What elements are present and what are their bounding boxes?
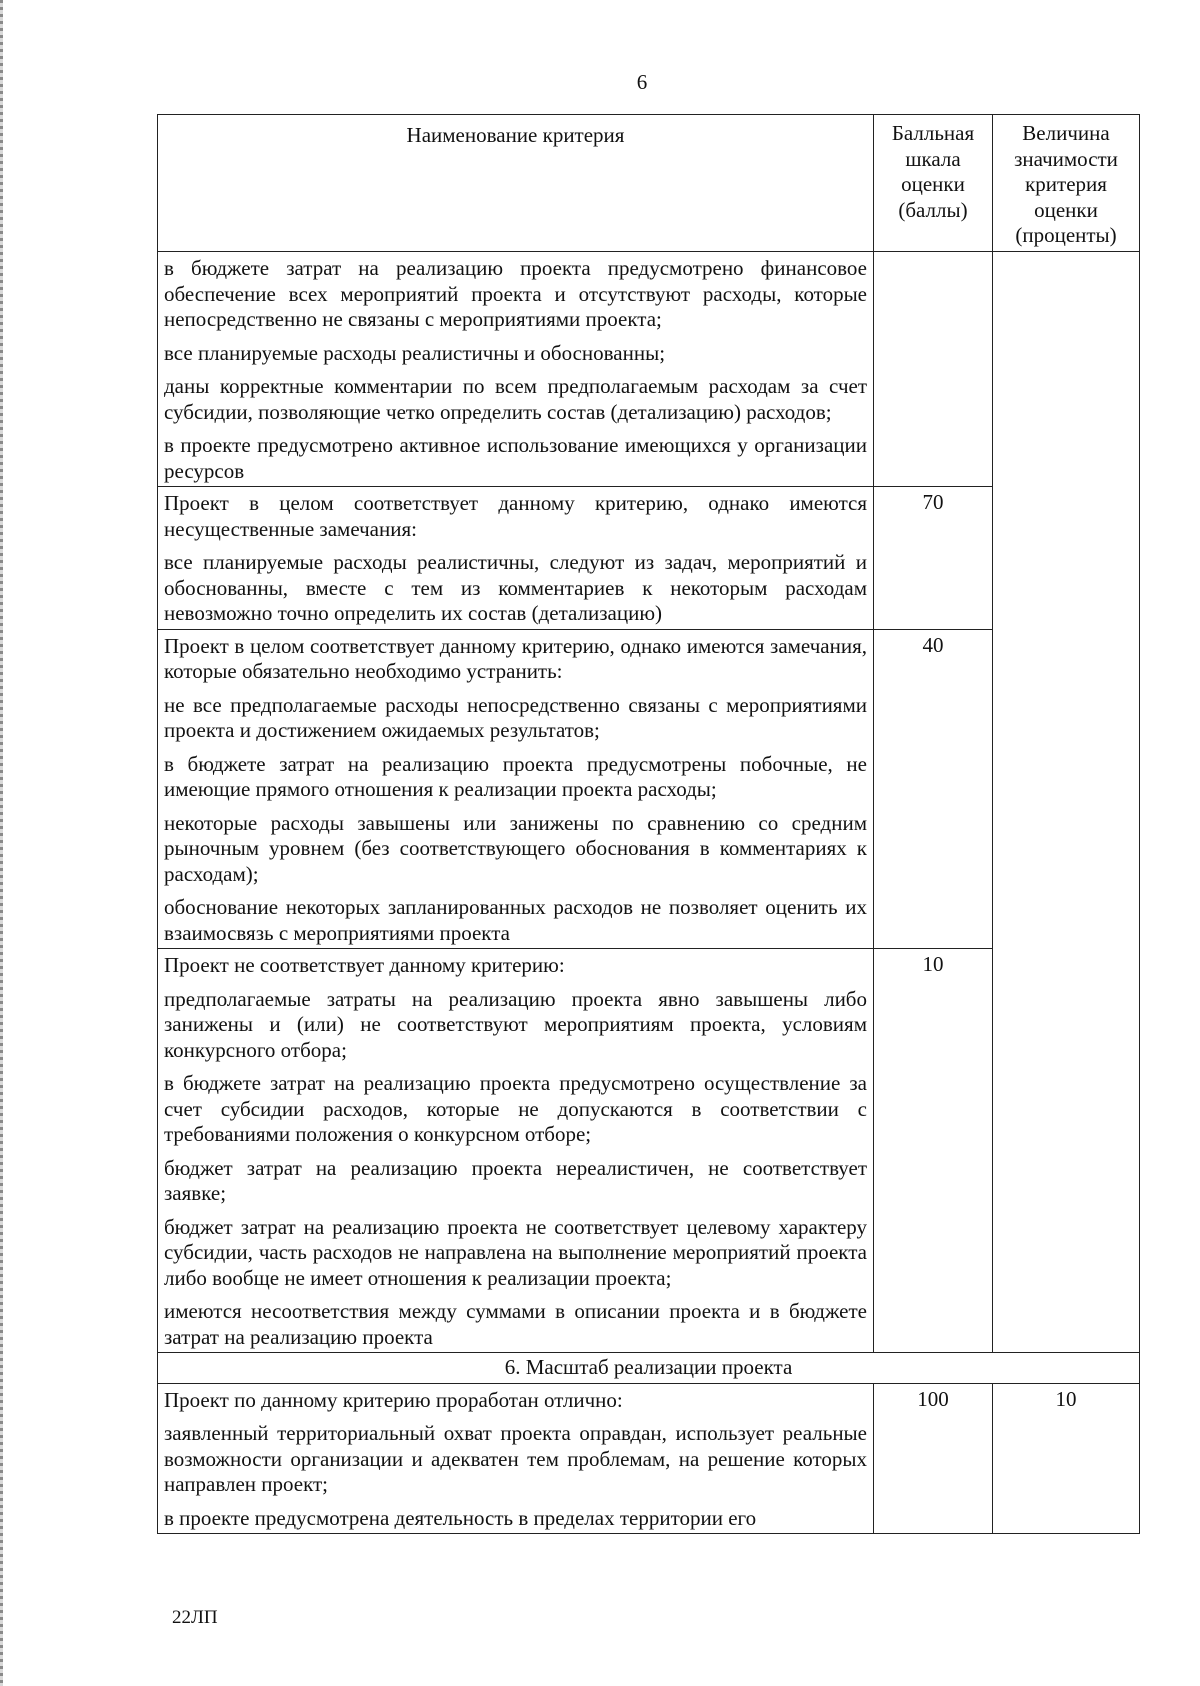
header-weight-line: критерия <box>1025 172 1107 196</box>
weight-cell <box>993 252 1140 1353</box>
score-cell: 40 <box>874 629 993 949</box>
criteria-paragraph: не все предполагаемые расходы непосредственно связаны с мероприятиями проекта и достижением ожидаемых результатов; <box>164 692 867 742</box>
score-cell: 100 <box>874 1383 993 1534</box>
score-cell <box>874 252 993 487</box>
criteria-paragraph: предполагаемые затраты на реализацию проекта явно завышены либо занижены и (или) не соответствуют мероприятиям проекта, условиям конкурсного отбора; <box>164 986 867 1062</box>
table-row <box>158 949 1140 1353</box>
scan-edge <box>0 0 3 1686</box>
criteria-paragraph: Проект в целом соответствует данному критерию, однако имеются замечания, которые обязательно необходимо устранить: <box>164 633 867 683</box>
criteria-cell <box>158 629 874 949</box>
criteria-cell <box>158 1383 874 1534</box>
header-score-scale <box>874 115 993 252</box>
criteria-cell <box>158 949 874 1353</box>
header-weight-line: (проценты) <box>1015 223 1117 247</box>
criteria-paragraph: обоснование некоторых запланированных расходов не позволяет оценить их взаимосвязь с мероприятиями проекта <box>164 895 867 945</box>
criteria-paragraph: Проект по данному критерию проработан отлично: <box>164 1387 623 1412</box>
criteria-paragraph: в бюджете затрат на реализацию проекта предусмотрено осуществление за счет субсидии расходов, которые не допускаются в соответствии с требованиями положения о конкурсном отборе; <box>164 1071 867 1146</box>
page-number: 6 <box>636 70 648 94</box>
header-weight-line: Величина <box>1022 121 1110 145</box>
header-criterion-name: Наименование критерия <box>158 115 874 252</box>
criteria-paragraph: Проект не соответствует данному критерию: <box>164 953 565 977</box>
criteria-paragraph: некоторые расходы завышены или занижены по сравнению со средним рыночным уровнем (без соответствующего обоснования в комментариях к расходам); <box>164 810 867 886</box>
section-heading: 6. Масштаб реализации проекта <box>158 1353 1140 1384</box>
criteria-paragraph: в проекте предусмотрена деятельность в пределах территории его <box>164 1505 757 1530</box>
table-row <box>158 252 1140 487</box>
criteria-cell <box>158 487 874 630</box>
weight-cell: 10 <box>993 1383 1140 1534</box>
header-score-line: шкала <box>905 146 961 171</box>
criteria-cell <box>158 252 874 487</box>
header-score-line: оценки <box>901 172 965 196</box>
criteria-paragraph: бюджет затрат на реализацию проекта нереалистичен, не соответствует заявке; <box>164 1155 867 1205</box>
criteria-paragraph: заявленный территориальный охват проекта оправдан, использует реальные возможности организации и адекватен тем проблемам, на решение которых направлен проект; <box>164 1421 867 1496</box>
criteria-paragraph: все планируемые расходы реалистичны и обоснованны; <box>164 340 666 365</box>
criteria-paragraph: Проект в целом соответствует данному критерию, однако имеются несущественные замечания: <box>164 491 867 541</box>
table-header-row <box>158 115 1140 252</box>
criteria-paragraph: в бюджете затрат на реализацию проекта предусмотрено финансовое обеспечение всех мероприятий проекта и отсутствуют расходы, которые непосредственно не связаны с мероприятиями проекта; <box>164 256 867 331</box>
criteria-paragraph: даны корректные комментарии по всем предполагаемым расходам за счет субсидии, позволяющие четко определить состав (детализацию) расходов; <box>164 374 867 424</box>
header-weight-line: оценки <box>1034 197 1098 222</box>
header-score-line: Балльная <box>891 121 975 145</box>
header-weight <box>993 115 1140 252</box>
header-score-line: (баллы) <box>898 197 968 222</box>
score-cell: 10 <box>874 949 993 1353</box>
score-cell: 70 <box>874 487 993 630</box>
table-row <box>158 629 1140 949</box>
header-weight-line: значимости <box>1014 146 1118 171</box>
document-code: 22ЛП <box>172 1607 218 1628</box>
section-heading-row <box>158 1353 1140 1384</box>
criteria-paragraph: в проекте предусмотрено активное использование имеющихся у организации ресурсов <box>164 433 867 483</box>
table-row <box>158 1383 1140 1534</box>
criteria-paragraph: все планируемые расходы реалистичны, следуют из задач, мероприятий и обоснованны, вместе с тем из комментариев к некоторым расходам невозможно точно определить их состав (детализацию) <box>164 550 867 625</box>
criteria-paragraph: бюджет затрат на реализацию проекта не соответствует целевому характеру субсидии, часть расходов не направлена на выполнение мероприятий проекта либо вообще не имеет отношения к реализации проекта; <box>164 1214 867 1290</box>
criteria-paragraph: имеются несоответствия между суммами в описании проекта и в бюджете затрат на реализацию проекта <box>164 1299 867 1349</box>
table-row <box>158 487 1140 630</box>
criteria-paragraph: в бюджете затрат на реализацию проекта предусмотрены побочные, не имеющие прямого отношения к реализации проекта расходы; <box>164 751 867 801</box>
criteria-table <box>157 114 1140 1534</box>
